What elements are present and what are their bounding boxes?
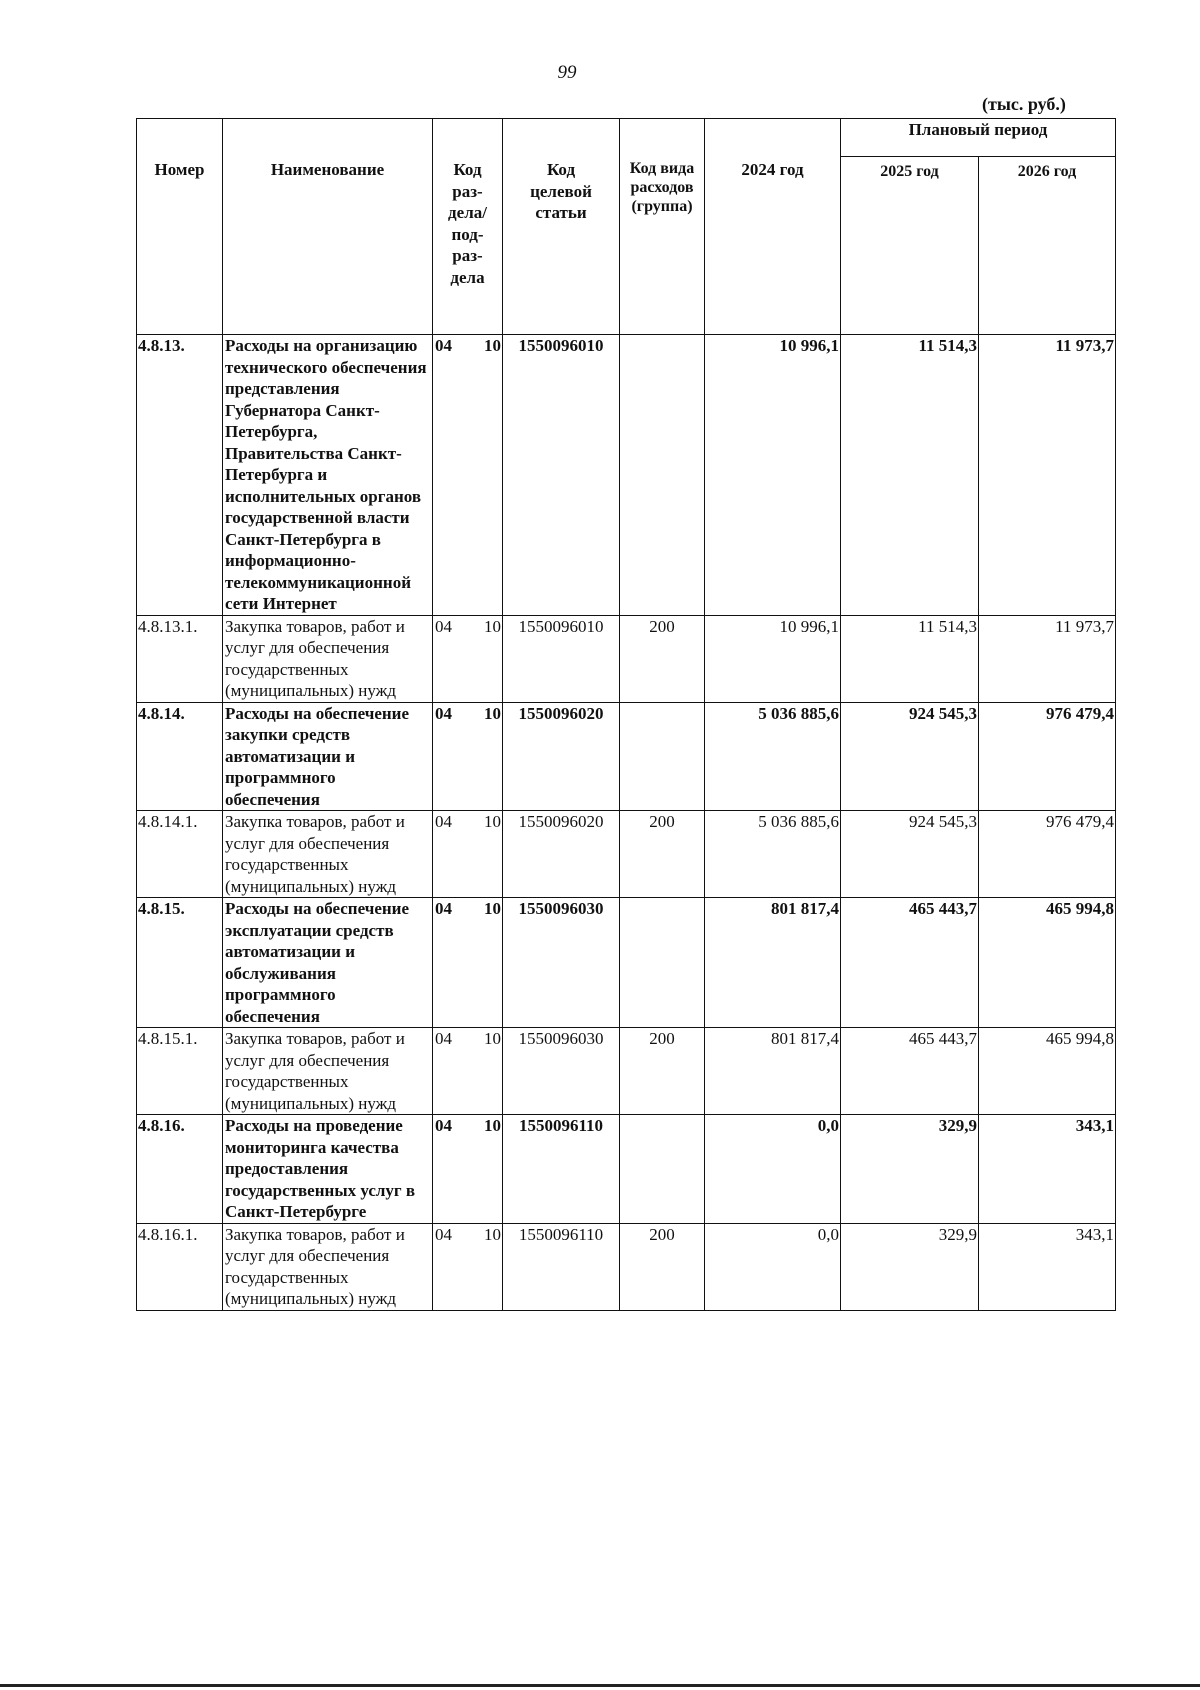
row-2024: 5 036 885,6 bbox=[705, 811, 841, 898]
row-2026: 343,1 bbox=[979, 1223, 1116, 1310]
table-body bbox=[137, 335, 1116, 1311]
table-row bbox=[137, 1223, 1116, 1310]
row-2026: 976 479,4 bbox=[979, 811, 1116, 898]
row-2025: 329,9 bbox=[841, 1115, 979, 1224]
table-header bbox=[137, 119, 1116, 335]
row-number: 4.8.14.1. bbox=[137, 811, 223, 898]
row-prz: 10 bbox=[484, 703, 501, 723]
row-prz: 10 bbox=[484, 812, 501, 831]
page-number: 99 bbox=[557, 62, 577, 83]
header-2024: 2024 год bbox=[705, 119, 841, 335]
row-target: 1550096010 bbox=[503, 615, 620, 702]
header-name: Наименование bbox=[223, 119, 433, 335]
row-razdel bbox=[433, 1115, 503, 1224]
row-prz: 10 bbox=[484, 1116, 501, 1135]
row-prz: 10 bbox=[484, 899, 501, 918]
row-name: Расходы на обеспечение эксплуатации средств автоматизации и обслуживания программного обеспечения bbox=[223, 898, 433, 1028]
row-prz: 10 bbox=[484, 1224, 501, 1244]
units-label: (тыс. руб.) bbox=[982, 94, 1066, 114]
header-razdel: Код раз- дела/ под- раз- дела bbox=[433, 119, 503, 335]
table-row bbox=[137, 615, 1116, 702]
row-rz: 04 bbox=[435, 1029, 452, 1048]
row-rz: 04 bbox=[435, 1224, 452, 1244]
row-razdel bbox=[433, 335, 503, 616]
row-razdel bbox=[433, 898, 503, 1028]
row-rz: 04 bbox=[435, 1116, 452, 1135]
row-vid: 200 bbox=[620, 1028, 705, 1115]
row-2025: 924 545,3 bbox=[841, 702, 979, 811]
row-2025: 11 514,3 bbox=[841, 335, 979, 616]
budget-table bbox=[136, 118, 1116, 1311]
row-2026: 11 973,7 bbox=[979, 335, 1116, 616]
row-2024: 0,0 bbox=[705, 1223, 841, 1310]
row-2025: 11 514,3 bbox=[841, 615, 979, 702]
row-rz: 04 bbox=[435, 899, 452, 918]
row-vid: 200 bbox=[620, 1223, 705, 1310]
header-vid: Код вида расходов (группа) bbox=[620, 119, 705, 335]
row-2024: 10 996,1 bbox=[705, 615, 841, 702]
row-2026: 11 973,7 bbox=[979, 615, 1116, 702]
row-2026: 465 994,8 bbox=[979, 898, 1116, 1028]
row-2026: 465 994,8 bbox=[979, 1028, 1116, 1115]
row-2026: 976 479,4 bbox=[979, 702, 1116, 811]
row-prz: 10 bbox=[484, 616, 501, 636]
table-row bbox=[137, 1028, 1116, 1115]
row-2025: 465 443,7 bbox=[841, 898, 979, 1028]
row-razdel bbox=[433, 702, 503, 811]
row-vid: 200 bbox=[620, 811, 705, 898]
row-razdel bbox=[433, 1223, 503, 1310]
row-rz: 04 bbox=[435, 812, 452, 831]
row-vid bbox=[620, 702, 705, 811]
row-number: 4.8.16.1. bbox=[137, 1223, 223, 1310]
header-planned-period: Плановый период bbox=[841, 119, 1116, 157]
row-number: 4.8.15. bbox=[137, 898, 223, 1028]
header-2025: 2025 год bbox=[841, 157, 979, 335]
row-target: 1550096030 bbox=[503, 898, 620, 1028]
row-razdel bbox=[433, 811, 503, 898]
row-2024: 0,0 bbox=[705, 1115, 841, 1224]
row-prz: 10 bbox=[484, 1029, 501, 1048]
row-name: Расходы на обеспечение закупки средств автоматизации и программного обеспечения bbox=[223, 702, 433, 811]
table-row bbox=[137, 1115, 1116, 1224]
row-target: 1550096030 bbox=[503, 1028, 620, 1115]
row-vid bbox=[620, 335, 705, 616]
row-name: Закупка товаров, работ и услуг для обеспечения государственных (муниципальных) нужд bbox=[223, 1223, 433, 1310]
row-target: 1550096020 bbox=[503, 702, 620, 811]
row-target: 1550096020 bbox=[503, 811, 620, 898]
row-rz: 04 bbox=[435, 616, 452, 636]
row-target: 1550096110 bbox=[503, 1115, 620, 1224]
row-vid: 200 bbox=[620, 615, 705, 702]
row-vid bbox=[620, 898, 705, 1028]
row-number: 4.8.15.1. bbox=[137, 1028, 223, 1115]
table-row bbox=[137, 811, 1116, 898]
row-name: Расходы на организацию технического обеспечения представления Губернатора Санкт-Петербурга, Правительства Санкт-Петербурга и исполнительных органов государственной власти Санкт-Петербурга в информационно-телекоммуникационной сети Интернет bbox=[223, 335, 433, 616]
row-razdel bbox=[433, 615, 503, 702]
row-2025: 465 443,7 bbox=[841, 1028, 979, 1115]
row-rz: 04 bbox=[435, 336, 452, 355]
row-target: 1550096110 bbox=[503, 1223, 620, 1310]
row-number: 4.8.14. bbox=[137, 702, 223, 811]
table-row bbox=[137, 702, 1116, 811]
row-razdel bbox=[433, 1028, 503, 1115]
row-name: Расходы на проведение мониторинга качества предоставления государственных услуг в Санкт-Петербурге bbox=[223, 1115, 433, 1224]
header-number: Номер bbox=[137, 119, 223, 335]
table-row bbox=[137, 335, 1116, 616]
row-prz: 10 bbox=[484, 336, 501, 355]
header-2026: 2026 год bbox=[979, 157, 1116, 335]
header-target: Код целевой статьи bbox=[503, 119, 620, 335]
row-2024: 10 996,1 bbox=[705, 335, 841, 616]
row-number: 4.8.13.1. bbox=[137, 615, 223, 702]
row-2025: 924 545,3 bbox=[841, 811, 979, 898]
row-2024: 5 036 885,6 bbox=[705, 702, 841, 811]
footer-divider bbox=[0, 1684, 1200, 1687]
row-2026: 343,1 bbox=[979, 1115, 1116, 1224]
row-target: 1550096010 bbox=[503, 335, 620, 616]
table-row bbox=[137, 898, 1116, 1028]
row-number: 4.8.13. bbox=[137, 335, 223, 616]
row-name: Закупка товаров, работ и услуг для обеспечения государственных (муниципальных) нужд bbox=[223, 615, 433, 702]
row-2025: 329,9 bbox=[841, 1223, 979, 1310]
row-number: 4.8.16. bbox=[137, 1115, 223, 1224]
row-2024: 801 817,4 bbox=[705, 898, 841, 1028]
row-rz: 04 bbox=[435, 703, 452, 723]
row-vid bbox=[620, 1115, 705, 1224]
row-2024: 801 817,4 bbox=[705, 1028, 841, 1115]
row-name: Закупка товаров, работ и услуг для обеспечения государственных (муниципальных) нужд bbox=[223, 1028, 433, 1115]
row-name: Закупка товаров, работ и услуг для обеспечения государственных (муниципальных) нужд bbox=[223, 811, 433, 898]
